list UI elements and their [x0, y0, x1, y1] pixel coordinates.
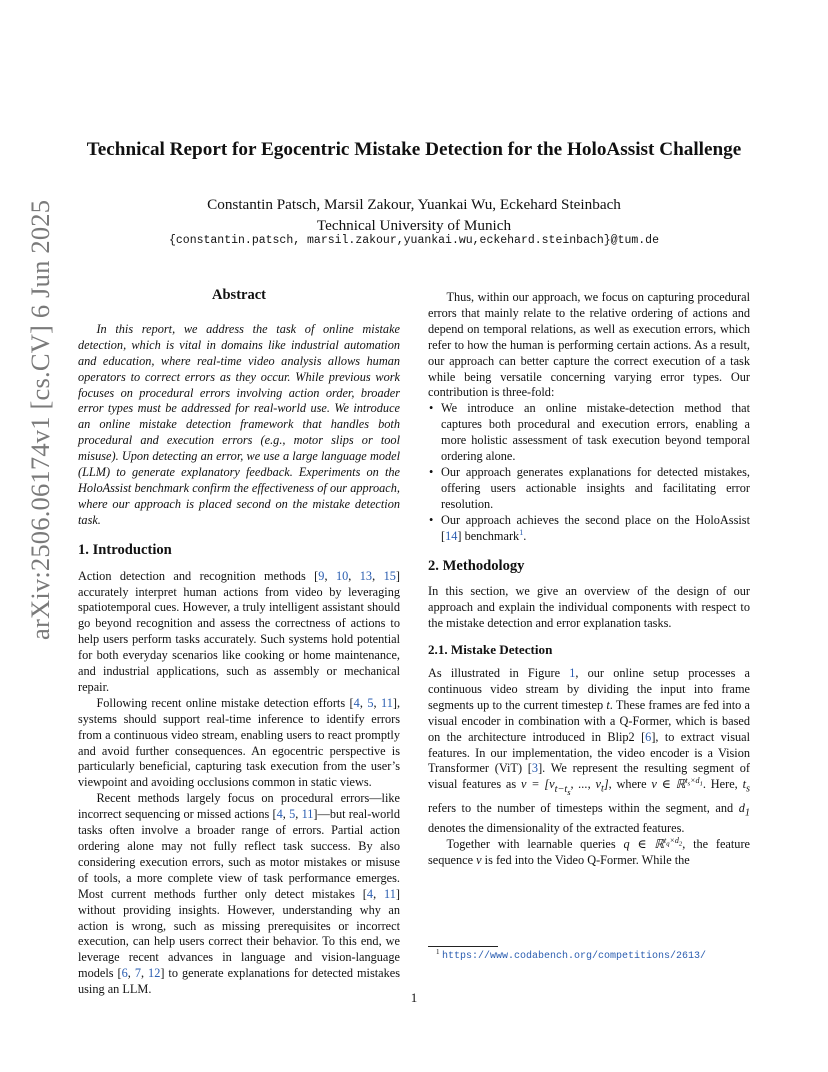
citation-link[interactable]: 6 — [645, 729, 652, 744]
footnote-rule — [428, 946, 498, 947]
citation-link[interactable]: 6 — [121, 966, 128, 981]
contribution-list — [428, 401, 750, 544]
footnote — [436, 948, 707, 962]
method-heading: 2. Methodology — [428, 557, 525, 574]
list-item: • We introduce an online mistake-detection method that captures both procedural and execution errors, enabling a more holistic assessment of task execution beyond temporal ordering alone. — [428, 401, 750, 465]
footnote-url-link[interactable]: https://www.codabench.org/competitions/2613/ — [442, 951, 707, 962]
left-column — [78, 288, 400, 998]
method-intro: In this section, we give an overview of the design of our approach and explain the individual components with respect to the mistake detection and error explanation tasks. — [428, 584, 750, 631]
method-paragraph-1: As illustrated in Figure 1, our online setup processes a continuous video stream by dividing the input into frame segments up to the current timestep t. These frames are fed into a visual encoder in combination with a Q-Former, which is based on the architecture introduced in Blip2 [6], to extract visual features. In our implementation, the video encoder is a Vision Transformer (ViT) [3]. We represent the resulting segment of visual features as $v = [v_{t-t_s}$, ..., $v_t$], where v ∈ ℝ$^{t_s\times d_1}$. Here, $t_s$ refers to the number of timesteps within the segment, and $d_1$ denotes the dimensionality of the extracted features. — [428, 666, 751, 836]
math-expression: $d_1$ — [738, 800, 750, 819]
citation-link[interactable]: 4 — [366, 886, 374, 901]
method-paragraph-2: Together with learnable queries q ∈ ℝ$^{t_q\times d_2}$, the feature sequence v is fed into the Video Q-Former. While the — [428, 835, 750, 867]
intro-paragraph-2: Following recent online mistake detection efforts [4, 5, 11], systems should support real-time inference to identify errors from a continuous video stream, enabling users to react promptly and avoid further consequences. An egocentric perspective is particularly beneficial, capturing task execution from the user’s viewpoint and avoiding occlusions common in static views. — [78, 695, 401, 790]
list-item: • Our approach achieves the second place on the HoloAssist [14] benchmark$^1$. — [428, 513, 750, 545]
author-names: Constantin Patsch, Marsil Zakour, Yuankai Wu, Eckehard Steinbach — [207, 196, 621, 213]
paper-title: Technical Report for Egocentric Mistake Detection for the HoloAssist Challenge — [86, 139, 742, 160]
math-expression: $t_s$ — [742, 777, 750, 795]
affiliation: Technical University of Munich — [316, 217, 512, 234]
math-expression: q ∈ ℝ$^{t_q\times d_2}$ — [623, 835, 683, 852]
intro-heading: 1. Introduction — [78, 541, 172, 558]
intro-paragraph-1: Action detection and recognition methods [9, 10, 13, 15] accurately interpret human actions from video by leveraging spatiotemporal cues. However, a truly intelligent assistant should go beyond recognition and assess the correctness of actions to help users perform tasks accurately. Such systems hold potential for both everyday scenarios like cooking or home maintenance, and industrial applications, such as assembly or mechanical repair. — [78, 568, 400, 694]
citation-link[interactable]: 11 — [301, 807, 314, 822]
abstract-heading: Abstract — [212, 287, 266, 303]
citation-link[interactable]: 5 — [367, 695, 374, 710]
abstract-text: In this report, we address the task of online mistake detection, which is vital in domains like industrial automation and education, where real-time video analysis allows human operators to correct errors as they occur. While previous work focuses on procedural errors involving action order, broader error types must be addressed for real-world use. We introduce an online mistake detection framework that handles both procedural and execution errors (e.g., motor slips or tool misuse). Upon detecting an error, we use a large language model (LLM) to generate explanatory feedback. Experiments on the HoloAssist benchmark confirm the effectiveness of our approach, where our approach is placed second on the mistake detection task. — [78, 321, 400, 527]
footnote-link[interactable]: 1 — [519, 527, 524, 537]
intro-paragraph-3: Recent methods largely focus on procedural errors—like incorrect sequencing or missed actions [4, 5, 11]—but real-world tasks often involve a broader range of errors. Partial action ordering alone may not fully reflect task success. By also considering execution errors, such as motor mistakes or misuse of tools, a more complete view of task performance emerges. Most current methods further only detect mistakes [4, 11] without providing insights. However, understanding why an action is wrong, such as missing prerequisites or incorrect execution, can help users correct their behavior. To this end, we leverage recent advances in language and vision-language models [6, 7, 12] to generate explanations for detected mistakes using an LLM. — [78, 791, 401, 997]
citation-link[interactable]: 9 — [318, 568, 325, 583]
arxiv-identifier: arXiv:2506.06174v1 [cs.CV] 6 Jun 2025 — [25, 199, 55, 640]
subsection-heading: 2.1. Mistake Detection — [428, 642, 553, 658]
citation-link[interactable]: 10 — [335, 568, 349, 583]
citation-link[interactable]: 13 — [359, 568, 373, 583]
math-expression: $v = [v_{t-t_s}$, ..., $v_t$] — [520, 777, 609, 797]
right-column — [428, 290, 750, 869]
figure-link[interactable]: 1 — [569, 666, 576, 681]
citation-link[interactable]: 15 — [383, 568, 396, 583]
citation-link[interactable]: 3 — [531, 761, 539, 776]
author-emails: {constantin.patsch, marsil.zakour,yuankai.wu,eckehard.steinbach}@tum.de — [169, 234, 659, 247]
intro-paragraph-4: Thus, within our approach, we focus on capturing procedural errors that mainly relate to the relative ordering of actions and depend on temporal relations, as well as execution errors, which refer to how the human is performing certain actions. As a result, our approach can better capture the correct execution of a task while being versatile concerning varying error types. Our contribution is three-fold: — [428, 290, 750, 400]
author-block — [0, 194, 828, 236]
citation-link[interactable]: 4 — [276, 807, 283, 822]
citation-link[interactable]: 14 — [445, 528, 458, 543]
math-expression: v ∈ ℝ$^{t_s\times d_1}$ — [651, 776, 703, 792]
citation-link[interactable]: 12 — [148, 966, 161, 981]
citation-link[interactable]: 5 — [289, 807, 296, 822]
footnote-mark: 1 — [436, 948, 440, 956]
citation-link[interactable]: 7 — [134, 966, 141, 981]
citation-link[interactable]: 11 — [381, 695, 393, 710]
page-number: 1 — [410, 990, 418, 1005]
citation-link[interactable]: 4 — [353, 695, 360, 710]
list-item: • Our approach generates explanations for detected mistakes, offering users actionable insights and facilitating error resolution. — [428, 465, 750, 513]
citation-link[interactable]: 11 — [384, 886, 396, 901]
